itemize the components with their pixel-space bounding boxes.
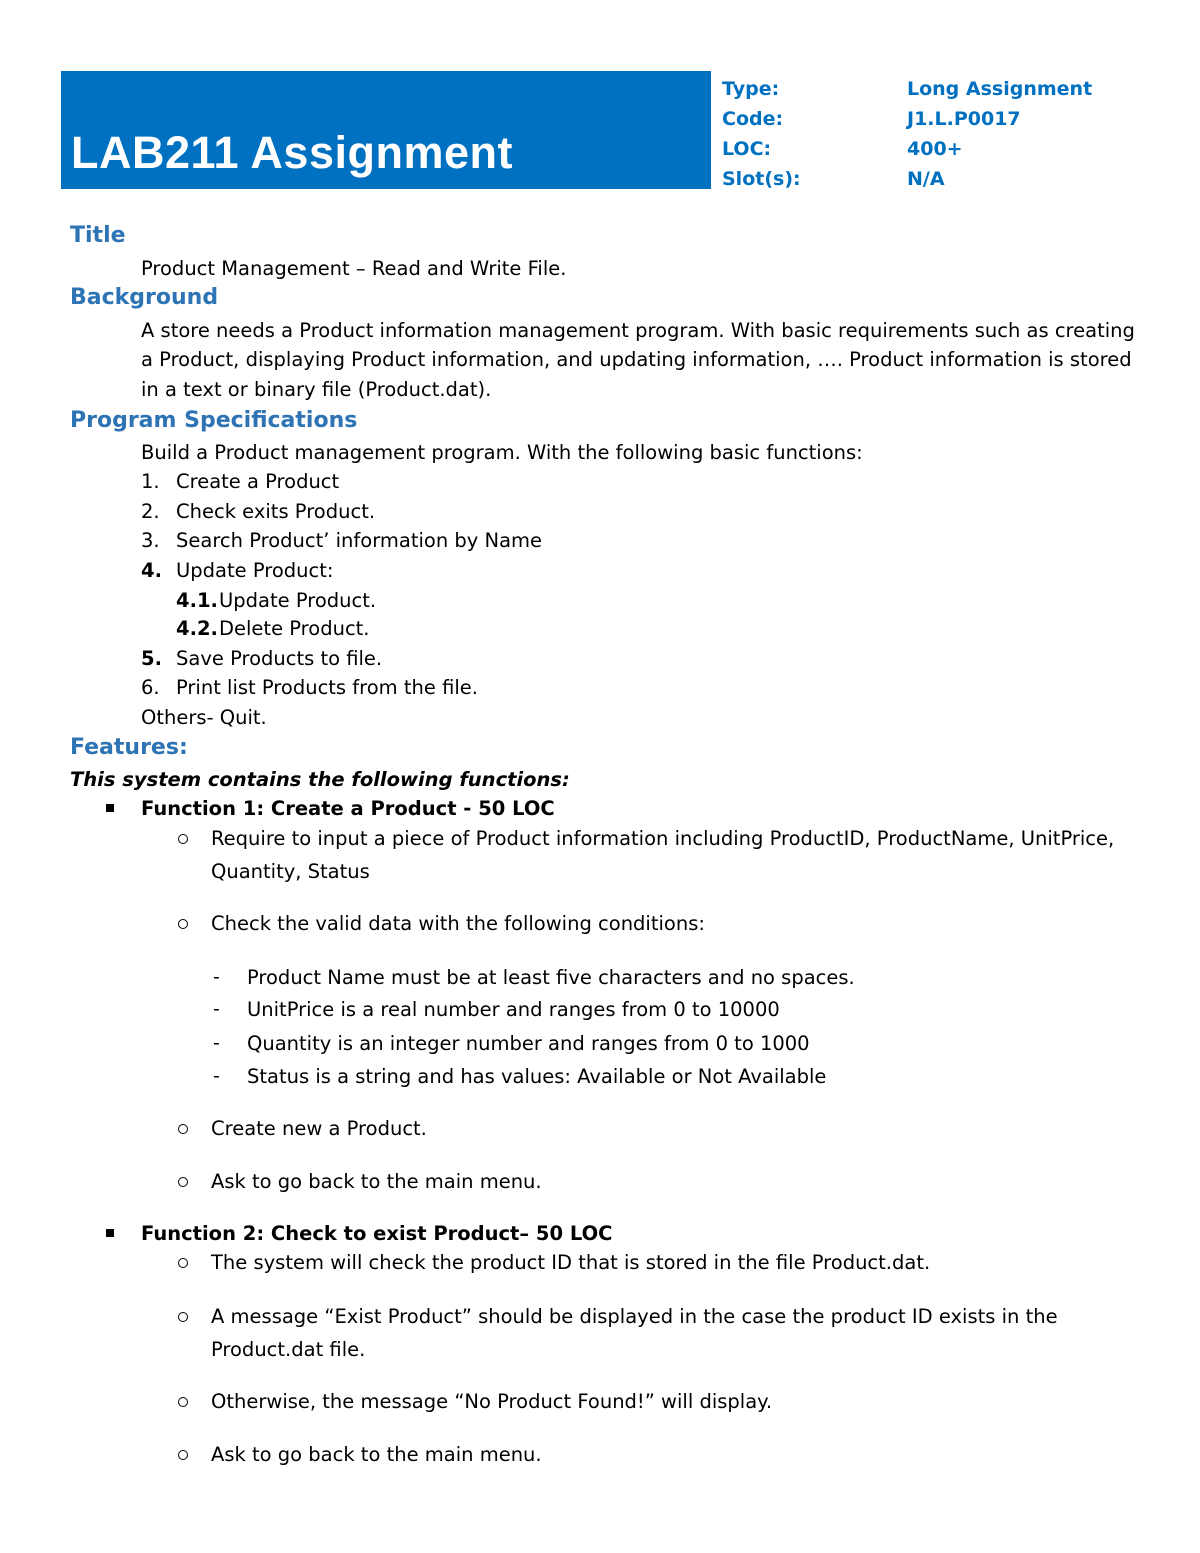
meta-loc-label: LOC: <box>722 138 772 160</box>
title-text: Product Management – Read and Write File. <box>141 257 567 280</box>
f2-bullet: Ask to go back to the main menu. <box>211 1443 542 1466</box>
dash-bullet-icon: - <box>213 1032 220 1054</box>
meta-type-label: Type: <box>722 78 780 100</box>
f1-bullet: Check the valid data with the following conditions: <box>211 912 705 935</box>
circle-bullet-icon <box>178 834 188 844</box>
meta-loc-value: 400+ <box>907 138 963 160</box>
background-heading: Background <box>70 285 219 310</box>
spec-item: Update Product: <box>176 559 334 582</box>
spec-subitem: Update Product. <box>219 589 377 612</box>
dash-bullet-icon: - <box>213 966 220 988</box>
f2-bullet: A message “Exist Product” should be displayed in the case the product ID exists in the <box>211 1305 1058 1328</box>
specs-intro: Build a Product management program. With the following basic functions: <box>141 441 863 464</box>
specs-heading: Program Specifications <box>70 408 358 433</box>
circle-bullet-icon <box>178 919 188 929</box>
f1-condition: Product Name must be at least five characters and no spaces. <box>247 966 855 989</box>
spec-number: 6. <box>141 676 160 699</box>
f1-condition: Status is a string and has values: Available or Not Available <box>247 1065 827 1088</box>
f1-bullet: Ask to go back to the main menu. <box>211 1170 542 1193</box>
meta-slot-value: N/A <box>907 168 945 190</box>
spec-item: Check exits Product. <box>176 500 376 523</box>
f1-bullet-cont: Quantity, Status <box>211 860 370 883</box>
f1-bullet: Create new a Product. <box>211 1117 427 1140</box>
spec-subnumber: 4.1. <box>176 589 218 612</box>
function-2-title: Function 2: Check to exist Product– 50 LOC <box>141 1222 613 1245</box>
spec-item: Save Products to file. <box>176 647 383 670</box>
circle-bullet-icon <box>178 1124 188 1134</box>
dash-bullet-icon: - <box>213 1065 220 1087</box>
meta-type-value: Long Assignment <box>907 78 1093 100</box>
spec-number: 2. <box>141 500 160 523</box>
square-bullet-icon <box>106 804 114 812</box>
features-intro: This system contains the following functions: <box>70 768 570 791</box>
f2-bullet-cont: Product.dat file. <box>211 1338 366 1361</box>
spec-item: Search Product’ information by Name <box>176 529 543 552</box>
title-heading: Title <box>70 223 126 248</box>
f2-bullet: The system will check the product ID that is stored in the file Product.dat. <box>211 1251 931 1274</box>
meta-slot-label: Slot(s): <box>722 168 801 190</box>
circle-bullet-icon <box>178 1177 188 1187</box>
spec-number: 1. <box>141 470 160 493</box>
spec-item: Print list Products from the file. <box>176 676 478 699</box>
f1-bullet: Require to input a piece of Product information including ProductID, ProductName, UnitPrice, <box>211 827 1115 850</box>
background-line: in a text or binary file (Product.dat). <box>141 378 492 401</box>
function-1-title: Function 1: Create a Product - 50 LOC <box>141 797 555 820</box>
title-banner <box>61 71 711 189</box>
spec-number: 5. <box>141 647 162 670</box>
circle-bullet-icon <box>178 1397 188 1407</box>
meta-code-value: J1.L.P0017 <box>907 108 1021 130</box>
background-line: a Product, displaying Product information, and updating information, …. Product information is stored <box>141 348 1132 371</box>
spec-others: Others- Quit. <box>141 706 267 729</box>
background-line: A store needs a Product information management program. With basic requirements such as creating <box>141 319 1135 342</box>
document-title: LAB211 Assignment <box>71 127 513 178</box>
square-bullet-icon <box>106 1229 114 1237</box>
circle-bullet-icon <box>178 1258 188 1268</box>
spec-subitem: Delete Product. <box>219 617 370 640</box>
f2-bullet: Otherwise, the message “No Product Found!” will display. <box>211 1390 773 1413</box>
spec-subnumber: 4.2. <box>176 617 218 640</box>
circle-bullet-icon <box>178 1450 188 1460</box>
dash-bullet-icon: - <box>213 998 220 1020</box>
f1-condition: UnitPrice is a real number and ranges from 0 to 10000 <box>247 998 780 1021</box>
features-heading: Features: <box>70 735 188 760</box>
spec-number: 3. <box>141 529 160 552</box>
spec-number: 4. <box>141 559 162 582</box>
f1-condition: Quantity is an integer number and ranges from 0 to 1000 <box>247 1032 810 1055</box>
meta-code-label: Code: <box>722 108 784 130</box>
spec-item: Create a Product <box>176 470 340 493</box>
circle-bullet-icon <box>178 1312 188 1322</box>
